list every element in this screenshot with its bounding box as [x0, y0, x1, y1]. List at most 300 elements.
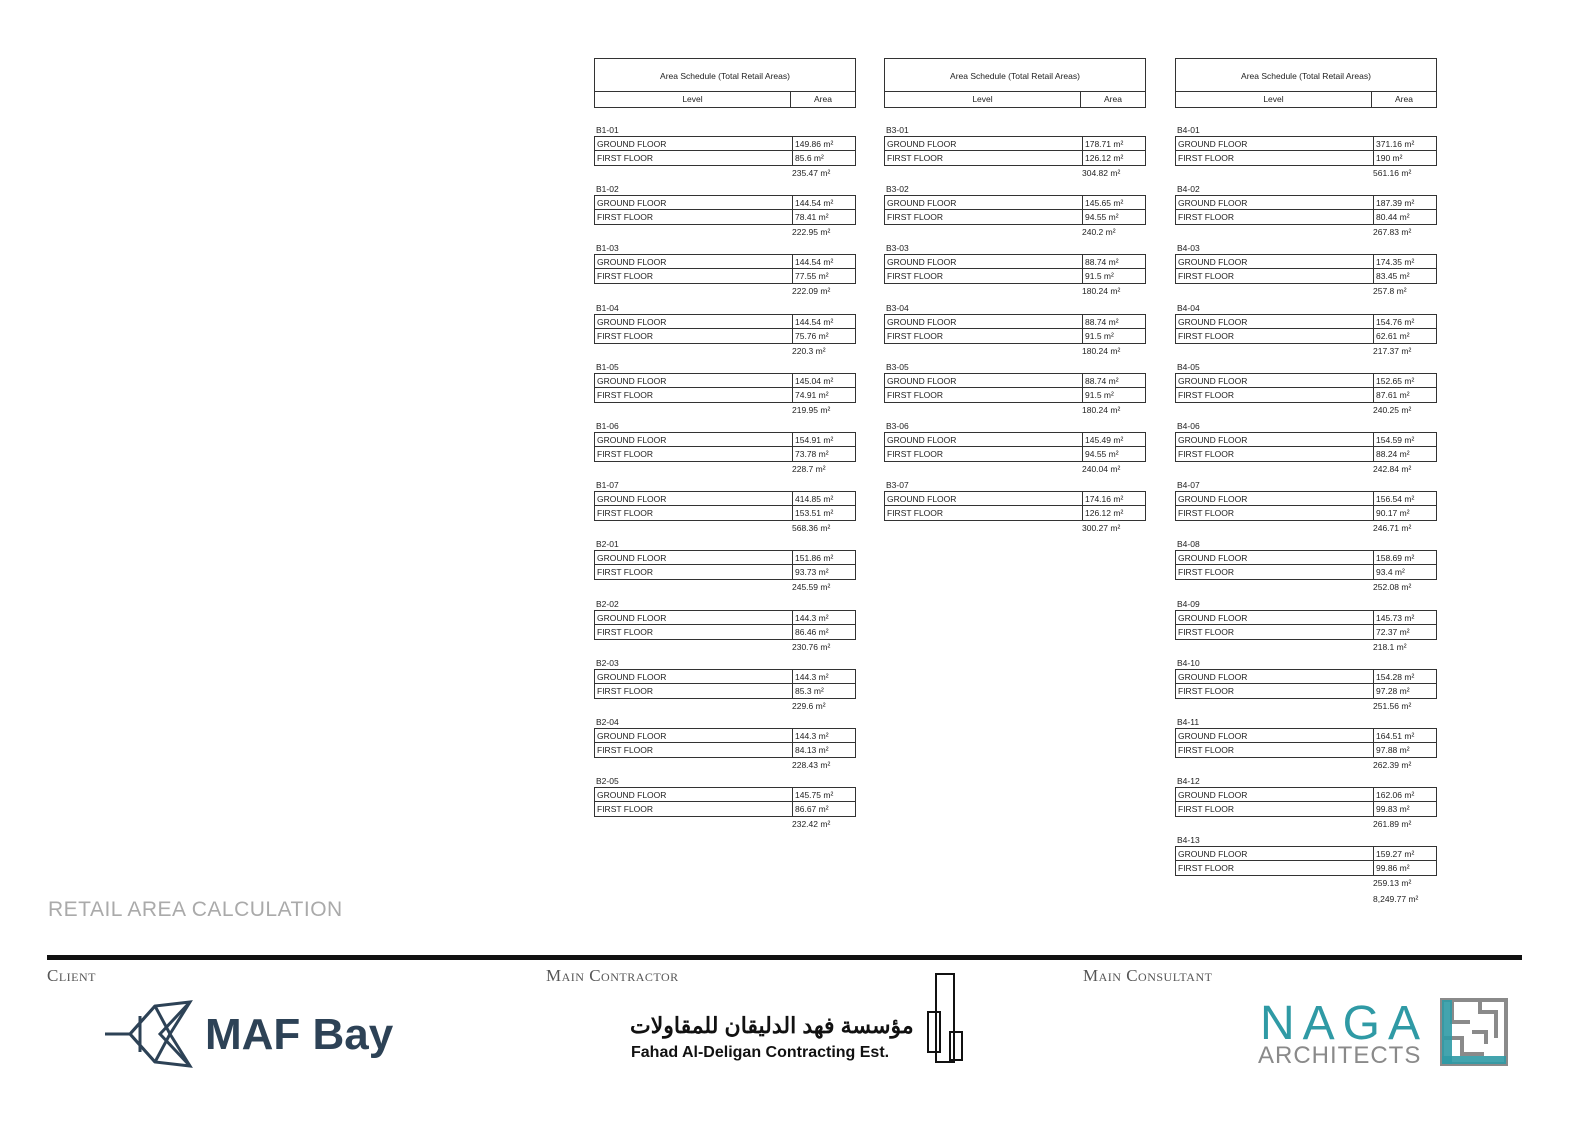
unit-group	[1175, 775, 1437, 834]
level-cell: FIRST FLOOR	[1176, 802, 1374, 816]
unit-group	[594, 124, 856, 183]
level-cell: GROUND FLOOR	[595, 374, 793, 387]
unit-group	[594, 775, 856, 834]
area-cell: 77.55 m²	[795, 271, 829, 282]
area-cell: 88.74 m²	[1085, 375, 1119, 386]
area-cell: 88.74 m²	[1085, 316, 1119, 327]
level-cell: FIRST FLOOR	[1176, 684, 1374, 698]
unit-name: B1-02	[596, 184, 619, 195]
area-cell: 154.76 m²	[1376, 316, 1415, 327]
unit-name: B1-04	[596, 302, 619, 313]
unit-name: B3-03	[886, 243, 909, 254]
level-cell: FIRST FLOOR	[885, 151, 1083, 165]
unit-name: B4-08	[1177, 539, 1200, 550]
area-cell: 144.3 m²	[795, 671, 829, 682]
table-row	[594, 329, 856, 344]
area-cell: 145.04 m²	[795, 375, 834, 386]
table-row	[1175, 550, 1437, 565]
area-cell: 86.67 m²	[795, 804, 829, 815]
unit-group	[884, 124, 1146, 183]
level-cell: GROUND FLOOR	[1176, 196, 1374, 209]
unit-total: 228.43 m²	[792, 759, 831, 770]
table-row	[594, 610, 856, 625]
area-cell: 97.88 m²	[1376, 744, 1410, 755]
level-cell: FIRST FLOOR	[1176, 506, 1374, 520]
area-cell: 74.91 m²	[795, 389, 829, 400]
naga-kufic-logo-icon	[1440, 998, 1508, 1066]
table-row	[1175, 210, 1437, 225]
table-row	[884, 254, 1146, 269]
unit-group	[594, 183, 856, 242]
naga-logo-text: NAGA	[1260, 997, 1429, 1050]
unit-group	[594, 420, 856, 479]
table-row	[884, 314, 1146, 329]
area-cell: 152.65 m²	[1376, 375, 1415, 386]
table-row	[1175, 610, 1437, 625]
level-cell: FIRST FLOOR	[595, 802, 793, 816]
unit-total: 257.8 m²	[1373, 286, 1407, 297]
level-cell: GROUND FLOOR	[595, 492, 793, 505]
table-row	[884, 329, 1146, 344]
table-row	[1175, 314, 1437, 329]
table-row	[594, 669, 856, 684]
table-row	[594, 151, 856, 166]
table-row	[594, 802, 856, 817]
table-row	[594, 210, 856, 225]
level-cell: FIRST FLOOR	[1176, 743, 1374, 757]
level-cell: FIRST FLOOR	[885, 506, 1083, 520]
unit-name: B3-06	[886, 420, 909, 431]
table-row	[884, 432, 1146, 447]
grand-total: 8,249.77 m²	[1373, 894, 1419, 905]
area-cell: 62.61 m²	[1376, 330, 1410, 341]
column-header-area: Area	[1104, 94, 1122, 104]
contractor-name-arabic: مؤسسة فهد الدليقان للمقاولات	[630, 1013, 914, 1038]
unit-name: B2-03	[596, 657, 619, 668]
level-cell: FIRST FLOOR	[885, 388, 1083, 402]
level-cell: GROUND FLOOR	[1176, 374, 1374, 387]
table-row	[594, 565, 856, 580]
level-cell: GROUND FLOOR	[595, 196, 793, 209]
level-cell: GROUND FLOOR	[885, 492, 1083, 505]
unit-group	[884, 420, 1146, 479]
schedule-title: Area Schedule (Total Retail Areas)	[594, 58, 856, 92]
unit-total: 222.09 m²	[792, 286, 831, 297]
unit-group	[884, 302, 1146, 361]
table-row	[594, 787, 856, 802]
contractor-logo-icon	[926, 972, 964, 1064]
level-cell: FIRST FLOOR	[595, 565, 793, 579]
level-cell: GROUND FLOOR	[595, 315, 793, 328]
area-cell: 94.55 m²	[1085, 212, 1119, 223]
unit-total: 180.24 m²	[1082, 345, 1121, 356]
naga-logo-subtext: ARCHITECTS	[1258, 1042, 1422, 1069]
level-cell: GROUND FLOOR	[595, 788, 793, 801]
unit-name: B4-03	[1177, 243, 1200, 254]
unit-total: 242.84 m²	[1373, 463, 1412, 474]
unit-group	[594, 302, 856, 361]
level-cell: GROUND FLOOR	[1176, 611, 1374, 624]
unit-group	[1175, 657, 1437, 716]
schedule-table-b1-b2	[594, 58, 856, 834]
level-cell: GROUND FLOOR	[1176, 729, 1374, 742]
unit-group	[1175, 183, 1437, 242]
unit-name: B3-04	[886, 302, 909, 313]
maf-logo-text: MAF Bay	[205, 1010, 394, 1059]
area-cell: 91.5 m²	[1085, 389, 1114, 400]
schedule-table-b3	[884, 58, 1146, 538]
level-cell: FIRST FLOOR	[595, 743, 793, 757]
level-cell: GROUND FLOOR	[595, 551, 793, 564]
area-cell: 91.5 m²	[1085, 330, 1114, 341]
unit-total: 252.08 m²	[1373, 582, 1412, 593]
area-cell: 159.27 m²	[1376, 849, 1415, 860]
table-row	[594, 728, 856, 743]
level-cell: GROUND FLOOR	[595, 255, 793, 268]
table-row	[884, 151, 1146, 166]
area-cell: 178.71 m²	[1085, 139, 1124, 149]
level-cell: FIRST FLOOR	[1176, 329, 1374, 343]
area-cell: 87.61 m²	[1376, 389, 1410, 400]
level-cell: FIRST FLOOR	[885, 269, 1083, 283]
table-row	[594, 491, 856, 506]
unit-name: B4-10	[1177, 657, 1200, 668]
table-row	[1175, 136, 1437, 151]
area-cell: 156.54 m²	[1376, 494, 1415, 505]
table-row	[884, 388, 1146, 403]
level-cell: FIRST FLOOR	[1176, 388, 1374, 402]
table-row	[1175, 432, 1437, 447]
table-row	[884, 506, 1146, 521]
area-cell: 144.54 m²	[795, 198, 834, 209]
unit-total: 222.95 m²	[792, 227, 831, 238]
unit-group	[884, 361, 1146, 420]
unit-total: 180.24 m²	[1082, 404, 1121, 415]
unit-total: 267.83 m²	[1373, 227, 1412, 238]
schedule-column-headers	[884, 92, 1146, 108]
table-row	[1175, 491, 1437, 506]
unit-name: B4-11	[1177, 716, 1200, 727]
unit-group	[1175, 538, 1437, 597]
unit-group	[1175, 834, 1437, 893]
schedule-title: Area Schedule (Total Retail Areas)	[884, 58, 1146, 92]
level-cell: GROUND FLOOR	[595, 433, 793, 446]
area-cell: 86.46 m²	[795, 626, 829, 637]
area-cell: 126.12 m²	[1085, 153, 1124, 163]
unit-group	[594, 361, 856, 420]
area-cell: 414.85 m²	[795, 494, 834, 505]
unit-group	[884, 479, 1146, 538]
area-cell: 97.28 m²	[1376, 685, 1410, 696]
unit-total: 217.37 m²	[1373, 345, 1412, 356]
unit-name: B1-01	[596, 125, 619, 135]
level-cell: FIRST FLOOR	[1176, 210, 1374, 224]
table-row	[594, 447, 856, 462]
table-row	[594, 314, 856, 329]
area-cell: 162.06 m²	[1376, 790, 1415, 801]
table-row	[594, 432, 856, 447]
unit-group	[1175, 124, 1437, 183]
table-row	[1175, 861, 1437, 876]
unit-name: B4-02	[1177, 184, 1200, 195]
column-header-level: Level	[885, 92, 1081, 107]
unit-name: B4-04	[1177, 302, 1200, 313]
unit-total: 220.3 m²	[792, 345, 826, 356]
area-cell: 144.3 m²	[795, 612, 829, 623]
level-cell: GROUND FLOOR	[595, 137, 793, 150]
unit-total: 300.27 m²	[1082, 523, 1121, 534]
level-cell: FIRST FLOOR	[595, 151, 793, 165]
unit-name: B2-02	[596, 598, 619, 609]
level-cell: GROUND FLOOR	[595, 729, 793, 742]
footer-divider	[47, 955, 1522, 960]
area-cell: 83.45 m²	[1376, 271, 1410, 282]
table-row	[884, 210, 1146, 225]
level-cell: GROUND FLOOR	[1176, 788, 1374, 801]
table-row	[594, 269, 856, 284]
level-cell: FIRST FLOOR	[595, 269, 793, 283]
table-row	[1175, 625, 1437, 640]
area-cell: 190 m²	[1376, 153, 1403, 163]
area-cell: 154.28 m²	[1376, 671, 1415, 682]
client-label: Client	[47, 966, 96, 985]
unit-group	[594, 716, 856, 775]
level-cell: FIRST FLOOR	[885, 329, 1083, 343]
unit-group	[884, 183, 1146, 242]
unit-name: B3-02	[886, 184, 909, 195]
unit-group	[884, 242, 1146, 301]
level-cell: FIRST FLOOR	[595, 210, 793, 224]
area-cell: 149.86 m²	[795, 139, 834, 149]
table-row	[594, 625, 856, 640]
area-cell: 174.16 m²	[1085, 494, 1124, 505]
level-cell: FIRST FLOOR	[1176, 269, 1374, 283]
table-row	[884, 269, 1146, 284]
unit-name: B4-01	[1177, 125, 1200, 135]
table-row	[1175, 254, 1437, 269]
area-cell: 94.55 m²	[1085, 448, 1119, 459]
contractor-label: Main Contractor	[546, 966, 679, 985]
unit-total: 180.24 m²	[1082, 286, 1121, 297]
unit-name: B4-12	[1177, 776, 1200, 787]
unit-group	[1175, 716, 1437, 775]
table-row	[1175, 373, 1437, 388]
unit-total: 240.2 m²	[1082, 227, 1116, 238]
area-cell: 187.39 m²	[1376, 198, 1415, 209]
table-row	[1175, 269, 1437, 284]
area-cell: 73.78 m²	[795, 448, 829, 459]
level-cell: GROUND FLOOR	[885, 255, 1083, 268]
table-row	[1175, 802, 1437, 817]
area-cell: 85.6 m²	[795, 153, 824, 163]
area-cell: 93.4 m²	[1376, 567, 1405, 578]
table-row	[1175, 728, 1437, 743]
table-row	[1175, 846, 1437, 861]
area-cell: 145.49 m²	[1085, 434, 1124, 445]
schedule-column-headers	[1175, 92, 1437, 108]
table-row	[594, 743, 856, 758]
table-row	[1175, 684, 1437, 699]
table-row	[1175, 195, 1437, 210]
unit-group	[594, 242, 856, 301]
level-cell: FIRST FLOOR	[595, 447, 793, 461]
table-row	[1175, 743, 1437, 758]
level-cell: GROUND FLOOR	[1176, 551, 1374, 564]
level-cell: GROUND FLOOR	[885, 315, 1083, 328]
unit-group	[1175, 361, 1437, 420]
level-cell: GROUND FLOOR	[1176, 433, 1374, 446]
unit-group	[1175, 242, 1437, 301]
table-row	[1175, 151, 1437, 166]
table-row	[594, 195, 856, 210]
level-cell: GROUND FLOOR	[595, 670, 793, 683]
contractor-name-english: Fahad Al-Deligan Contracting Est.	[631, 1044, 890, 1061]
unit-total: 251.56 m²	[1373, 700, 1412, 711]
unit-total: 568.36 m²	[792, 523, 831, 534]
unit-total: 235.47 m²	[792, 168, 831, 178]
unit-total: 262.39 m²	[1373, 759, 1412, 770]
column-header-level: Level	[595, 92, 791, 107]
area-cell: 75.76 m²	[795, 330, 829, 341]
level-cell: GROUND FLOOR	[1176, 255, 1374, 268]
area-cell: 371.16 m²	[1376, 139, 1415, 149]
area-cell: 158.69 m²	[1376, 553, 1415, 564]
schedule-title: Area Schedule (Total Retail Areas)	[1175, 58, 1437, 92]
unit-name: B1-07	[596, 480, 619, 491]
level-cell: GROUND FLOOR	[1176, 670, 1374, 683]
area-cell: 91.5 m²	[1085, 271, 1114, 282]
unit-group	[594, 657, 856, 716]
level-cell: GROUND FLOOR	[595, 611, 793, 624]
table-row	[594, 506, 856, 521]
area-cell: 144.3 m²	[795, 730, 829, 741]
table-row	[1175, 329, 1437, 344]
area-cell: 93.73 m²	[795, 567, 829, 578]
area-cell: 154.59 m²	[1376, 434, 1415, 445]
unit-group	[594, 598, 856, 657]
level-cell: FIRST FLOOR	[1176, 447, 1374, 461]
unit-group	[594, 538, 856, 597]
unit-name: B3-05	[886, 361, 909, 372]
area-cell: 153.51 m²	[795, 508, 834, 519]
level-cell: FIRST FLOOR	[885, 210, 1083, 224]
unit-group	[594, 479, 856, 538]
unit-name: B2-04	[596, 716, 619, 727]
unit-total: 218.1 m²	[1373, 641, 1407, 652]
level-cell: FIRST FLOOR	[885, 447, 1083, 461]
area-cell: 88.24 m²	[1376, 448, 1410, 459]
unit-group	[1175, 598, 1437, 657]
level-cell: FIRST FLOOR	[595, 329, 793, 343]
level-cell: GROUND FLOOR	[885, 374, 1083, 387]
unit-name: B1-05	[596, 361, 619, 372]
table-row	[594, 136, 856, 151]
table-row	[594, 254, 856, 269]
level-cell: GROUND FLOOR	[1176, 492, 1374, 505]
level-cell: GROUND FLOOR	[885, 137, 1083, 150]
unit-total: 240.25 m²	[1373, 404, 1412, 415]
unit-total: 561.16 m²	[1373, 168, 1412, 178]
table-row	[1175, 447, 1437, 462]
schedule-table-b4	[1175, 58, 1437, 905]
area-cell: 99.83 m²	[1376, 804, 1410, 815]
level-cell: FIRST FLOOR	[595, 506, 793, 520]
table-row	[884, 195, 1146, 210]
unit-name: B4-05	[1177, 361, 1200, 372]
unit-total: 245.59 m²	[792, 582, 831, 593]
column-header-level: Level	[1176, 92, 1372, 107]
consultant-label: Main Consultant	[1083, 966, 1213, 985]
table-row	[884, 491, 1146, 506]
unit-group	[1175, 479, 1437, 538]
table-row	[594, 684, 856, 699]
level-cell: GROUND FLOOR	[885, 433, 1083, 446]
table-row	[884, 447, 1146, 462]
area-cell: 99.86 m²	[1376, 863, 1410, 874]
level-cell: GROUND FLOOR	[1176, 847, 1374, 860]
unit-total: 228.7 m²	[792, 463, 826, 474]
table-row	[594, 550, 856, 565]
level-cell: GROUND FLOOR	[1176, 137, 1374, 150]
level-cell: FIRST FLOOR	[595, 625, 793, 639]
area-cell: 144.54 m²	[795, 257, 834, 268]
area-cell: 164.51 m²	[1376, 730, 1415, 741]
area-cell: 174.35 m²	[1376, 257, 1415, 268]
level-cell: GROUND FLOOR	[1176, 315, 1374, 328]
level-cell: FIRST FLOOR	[1176, 861, 1374, 875]
page-title: RETAIL AREA CALCULATION	[48, 898, 343, 921]
unit-name: B4-13	[1177, 835, 1200, 846]
unit-total: 259.13 m²	[1373, 878, 1412, 889]
level-cell: FIRST FLOOR	[595, 684, 793, 698]
schedule-column-headers	[594, 92, 856, 108]
table-row	[1175, 669, 1437, 684]
unit-name: B3-07	[886, 480, 909, 491]
unit-total: 229.6 m²	[792, 700, 826, 711]
unit-group	[1175, 302, 1437, 361]
table-row	[884, 136, 1146, 151]
level-cell: GROUND FLOOR	[885, 196, 1083, 209]
table-row	[594, 373, 856, 388]
unit-name: B4-06	[1177, 420, 1200, 431]
area-cell: 78.41 m²	[795, 212, 829, 223]
table-row	[1175, 388, 1437, 403]
area-cell: 145.65 m²	[1085, 198, 1124, 209]
unit-name: B4-07	[1177, 480, 1200, 491]
area-cell: 72.37 m²	[1376, 626, 1410, 637]
unit-name: B3-01	[886, 125, 909, 135]
level-cell: FIRST FLOOR	[1176, 565, 1374, 579]
unit-name: B2-05	[596, 776, 619, 787]
table-row	[1175, 787, 1437, 802]
area-cell: 145.75 m²	[795, 790, 834, 801]
area-cell: 84.13 m²	[795, 744, 829, 755]
unit-name: B4-09	[1177, 598, 1200, 609]
table-row	[1175, 565, 1437, 580]
table-row	[1175, 506, 1437, 521]
area-cell: 151.86 m²	[795, 553, 834, 564]
unit-total: 261.89 m²	[1373, 819, 1412, 830]
area-cell: 126.12 m²	[1085, 508, 1124, 519]
area-cell: 154.91 m²	[795, 434, 834, 445]
level-cell: FIRST FLOOR	[1176, 625, 1374, 639]
unit-group	[1175, 420, 1437, 479]
level-cell: FIRST FLOOR	[595, 388, 793, 402]
area-cell: 90.17 m²	[1376, 508, 1410, 519]
unit-total: 232.42 m²	[792, 819, 831, 830]
area-cell: 85.3 m²	[795, 685, 824, 696]
column-header-area: Area	[1395, 94, 1413, 104]
